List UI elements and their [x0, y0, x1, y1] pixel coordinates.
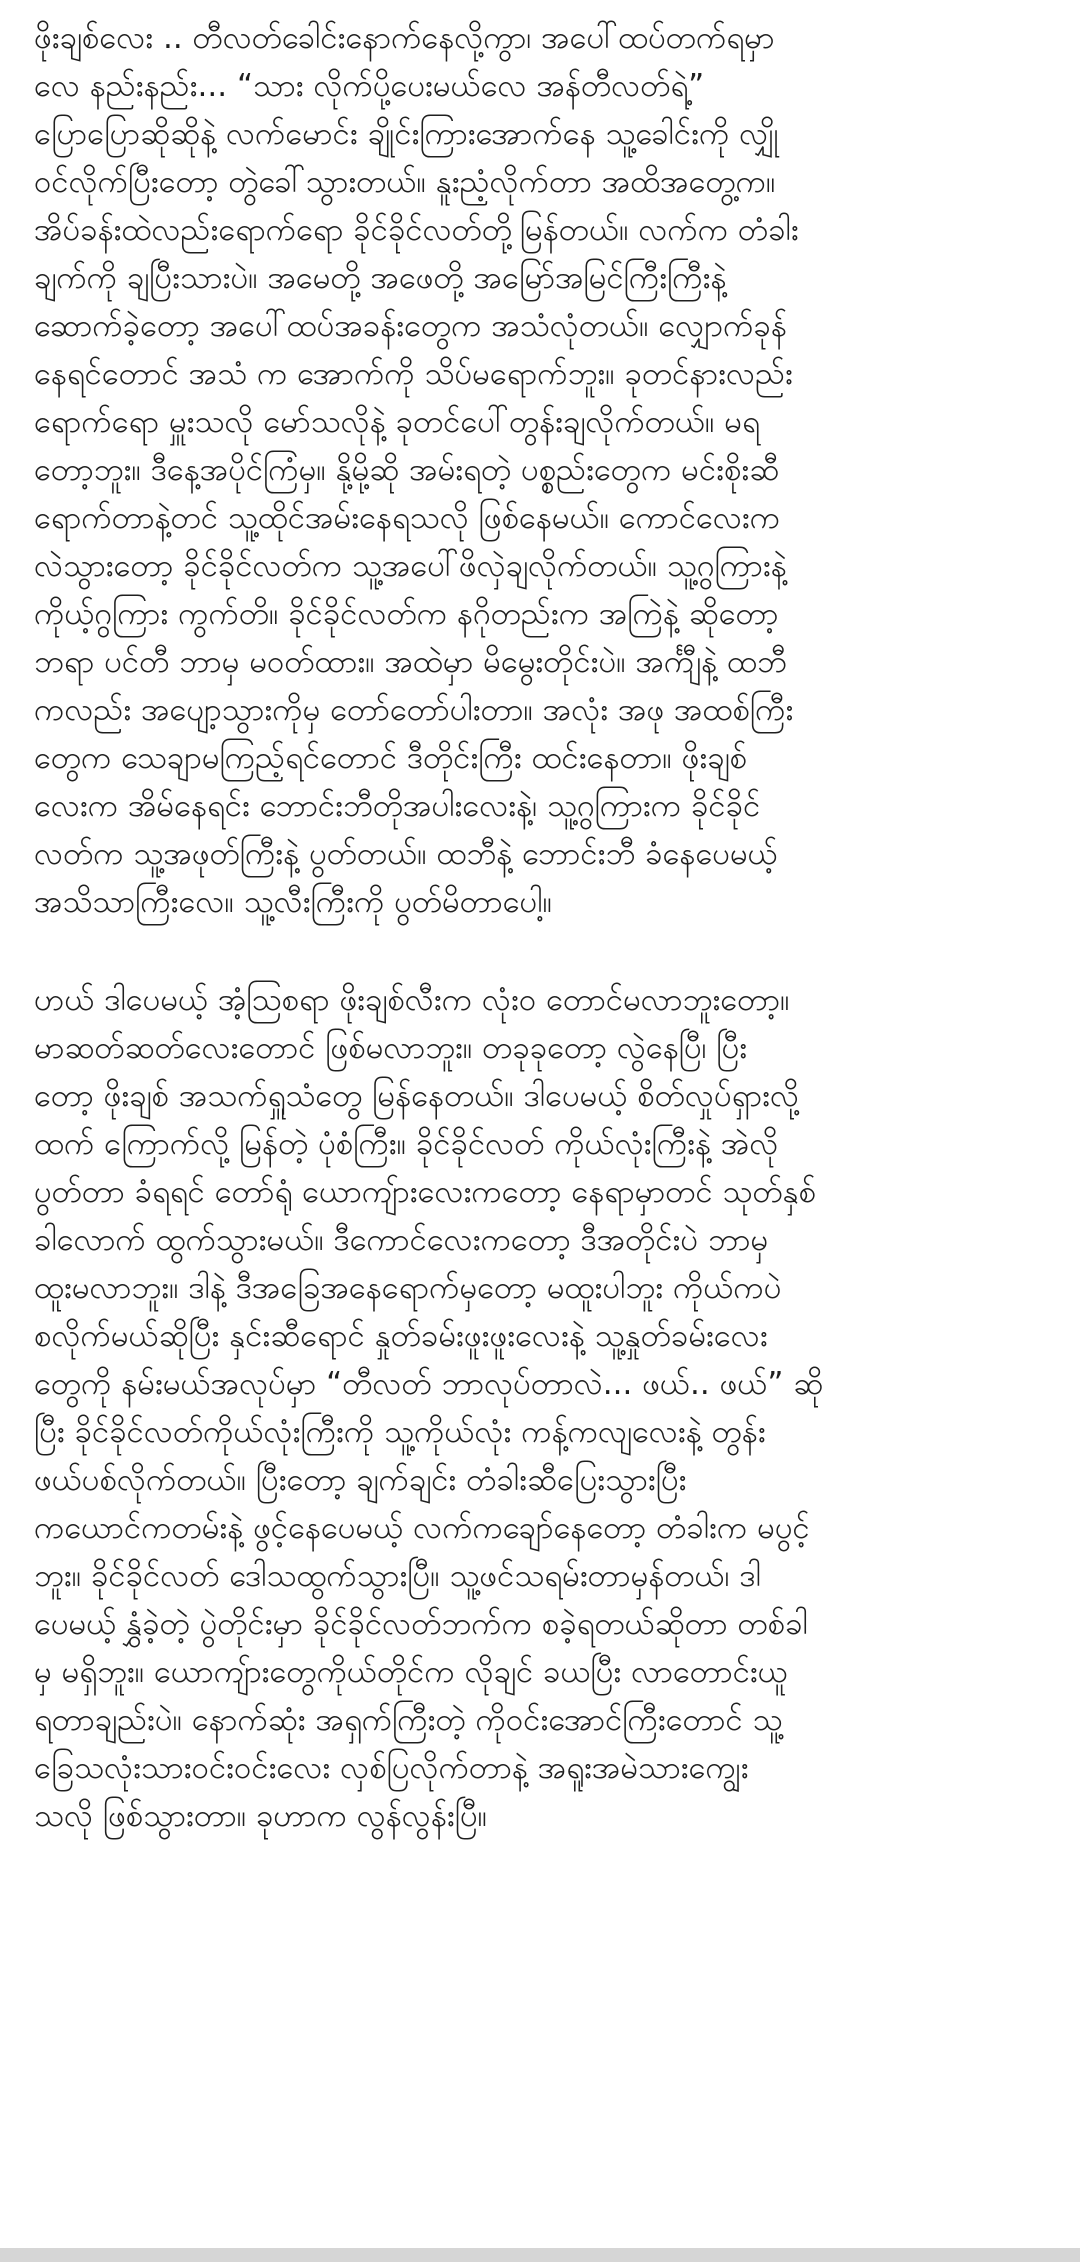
text-line: တော့ဘူး။ ဒီနေ့အပိုင်ကြံမှ။ နို့မို့ဆို အမ်းရတဲ့ ပစ္စည်းတွေက မင်းစိုးဆီ — [34, 452, 780, 488]
text-line: ကယောင်ကတမ်းနဲ့ ဖွင့်နေပေမယ့် လက်ကချော်နေတော့ တံခါးက မပွင့် — [34, 1510, 810, 1546]
text-line: လေးက အိမ်နေရင်း ဘောင်းဘီတိုအပါးလေးနဲ့၊ သူ့ဂွကြားက ခိုင်ခိုင် — [34, 788, 761, 824]
text-line: နေရင်တောင် အသံ က အောက်ကို သိပ်မရောက်ဘူး။ ခုတင်နားလည်း — [34, 356, 793, 392]
text-line: ဖိုးချစ်လေး .. တီလတ်ခေါင်းနောက်နေလို့ကွာ၊ အပေါ်ထပ်တက်ရမှာ — [34, 20, 775, 56]
text-line: ရောက်တာနဲ့တင် သူ့ထိုင်အမ်းနေရသလို ဖြစ်နေမယ်။ ကောင်လေးက — [34, 500, 781, 536]
text-line: ထူးမလာဘူး။ ဒါနဲ့ ဒီအခြေအနေရောက်မှတော့ မထူးပါဘူး ကိုယ်ကပဲ — [34, 1270, 782, 1306]
text-line: ဘရာ ပင်တီ ဘာမှ မဝတ်ထား။ အထဲမှာ မိမွေးတိုင်းပဲ။ အင်္ကျီနဲ့ ထဘီ — [34, 644, 787, 680]
text-line: ဝင်လိုက်ပြီးတော့ တွဲခေါ်သွားတယ်။ နူးညံ့လိုက်တာ အထိအတွေ့က။ — [34, 164, 776, 200]
text-line: ဘူး။ ခိုင်ခိုင်လတ် ဒေါသထွက်သွားပြီ။ သူ့ဖင်သရမ်းတာမှန်တယ်၊ ဒါ — [34, 1558, 761, 1594]
story-text — [34, 14, 1046, 1840]
text-line: တွေက သေချာမကြည့်ရင်တောင် ဒီတိုင်းကြီး ထင်းနေတာ။ ဖိုးချစ် — [34, 740, 748, 776]
text-line: လေ နည်းနည်း... “သား လိုက်ပို့ပေးမယ်လေ အန်တီလတ်ရဲ့” — [34, 68, 705, 104]
text-line: ကလည်း အပျော့သွားကိုမှ တော်တော်ပါးတာ။ အလုံး အဖု အထစ်ကြီး — [34, 692, 794, 728]
text-line: အသိသာကြီးလေ။ သူ့လီးကြီးကို ပွတ်မိတာပေါ့။ — [34, 884, 552, 920]
story-paragraph — [34, 976, 1046, 1840]
paragraph-gap — [34, 926, 1046, 976]
text-line: ထက် ကြောက်လို့ မြန်တဲ့ ပုံစံကြီး။ ခိုင်ခိုင်လတ် ကိုယ်လုံးကြီးနဲ့ အဲလို — [34, 1126, 779, 1162]
text-line: လတ်က သူ့အဖုတ်ကြီးနဲ့ ပွတ်တယ်။ ထဘီနဲ့ ဘောင်းဘီ ခံနေပေမယ့် — [34, 836, 778, 872]
text-line: ချက်ကို ချပြီးသားပဲ။ အမေတို့ အဖေတို့ အမြော်အမြင်ကြီးကြီးနဲ့ — [34, 260, 727, 296]
text-line: မှ မရှိဘူး။ ယောကျ်ားတွေကိုယ်တိုင်က လိုချင် ခယပြီး လာတောင်းယူ — [34, 1654, 788, 1690]
text-line: ပေမယ့် နွှံခဲ့တဲ့ ပွဲတိုင်းမှာ ခိုင်ခိုင်လတ်ဘက်က စခဲ့ရတယ်ဆိုတာ တစ်ခါ — [34, 1606, 808, 1642]
text-line: တွေကို နမ်းမယ်အလုပ်မှာ “တီလတ် ဘာလုပ်တာလဲ... ဖယ်.. ဖယ်” ဆို — [34, 1366, 824, 1402]
text-line: စလိုက်မယ်ဆိုပြီး နှင်းဆီရောင် နှုတ်ခမ်းဖူးဖူးလေးနဲ့ သူ့နှုတ်ခမ်းလေး — [34, 1318, 768, 1354]
text-line: လဲသွားတော့ ခိုင်ခိုင်လတ်က သူ့အပေါ်ဖိလှဲချလိုက်တယ်။ သူ့ဂွကြားနဲ့ — [34, 548, 787, 584]
text-line: ဖယ်ပစ်လိုက်တယ်။ ပြီးတော့ ချက်ချင်း တံခါးဆီပြေးသွားပြီး — [34, 1462, 687, 1498]
text-line: အိပ်ခန်းထဲလည်းရောက်ရော ခိုင်ခိုင်လတ်တို့မြန်တယ်။ လက်က တံခါး — [34, 212, 799, 248]
text-line: ဟယ် ဒါပေမယ့် အံ့သြစရာ ဖိုးချစ်လီးက လုံးဝ တောင်မလာဘူးတော့။ — [34, 982, 790, 1018]
text-line: ရောက်ရော မှူးသလို မော်သလိုနဲ့ ခုတင်ပေါ်တွန်းချလိုက်တယ်။ မရ — [34, 404, 760, 440]
text-line: ခြေသလုံးသားဝင်းဝင်းလေး လှစ်ပြလိုက်တာနဲ့ အရူးအမဲသားကျွေး — [34, 1750, 749, 1786]
text-line: သလို ဖြစ်သွားတာ။ ခုဟာက လွန်လွန်းပြီ။ — [34, 1798, 488, 1834]
text-line: ပြီး ခိုင်ခိုင်လတ်ကိုယ်လုံးကြီးကို သူ့ကိုယ်လုံး ကန့်ကလျလေးနဲ့ တွန်း — [34, 1414, 766, 1450]
text-line: တော့ ဖိုးချစ် အသက်ရှူသံတွေ မြန်နေတယ်။ ဒါပေမယ့် စိတ်လှုပ်ရှားလို့ — [34, 1078, 800, 1114]
text-line: ရတာချည်းပဲ။ နောက်ဆုံး အရှက်ကြီးတဲ့ ကိုဝင်းအောင်ကြီးတောင် သူ့ — [34, 1702, 783, 1738]
text-line: ခါလောက် ထွက်သွားမယ်။ ဒီကောင်လေးကတော့ ဒီအတိုင်းပဲ ဘာမှ — [34, 1222, 769, 1258]
text-line: ပြောပြောဆိုဆိုနဲ့ လက်မောင်း ချိုင်းကြားအောက်နေ သူ့ခေါင်းကို လျှို — [34, 116, 779, 152]
text-line: ဆောက်ခဲ့တော့ အပေါ်ထပ်အခန်းတွေက အသံလုံတယ်။ လျှောက်ခုန် — [34, 308, 787, 344]
text-line: ကိုယ့်ဂွကြား ကွက်တိ။ ခိုင်ခိုင်လတ်က နဂိုတည်းက အကြဲနဲ့ ဆိုတော့ — [34, 596, 779, 632]
text-line: မာဆတ်ဆတ်လေးတောင် ဖြစ်မလာဘူး။ တခုခုတော့ လွဲနေပြီ၊ ပြီး — [34, 1030, 748, 1066]
bottom-scroll-bar[interactable] — [0, 2248, 1080, 2262]
story-paragraph — [34, 14, 1046, 926]
text-line: ပွတ်တာ ခံရရင် တော်ရုံ ယောကျ်ားလေးကတော့ နေရာမှာတင် သုတ်နှစ် — [34, 1174, 817, 1210]
